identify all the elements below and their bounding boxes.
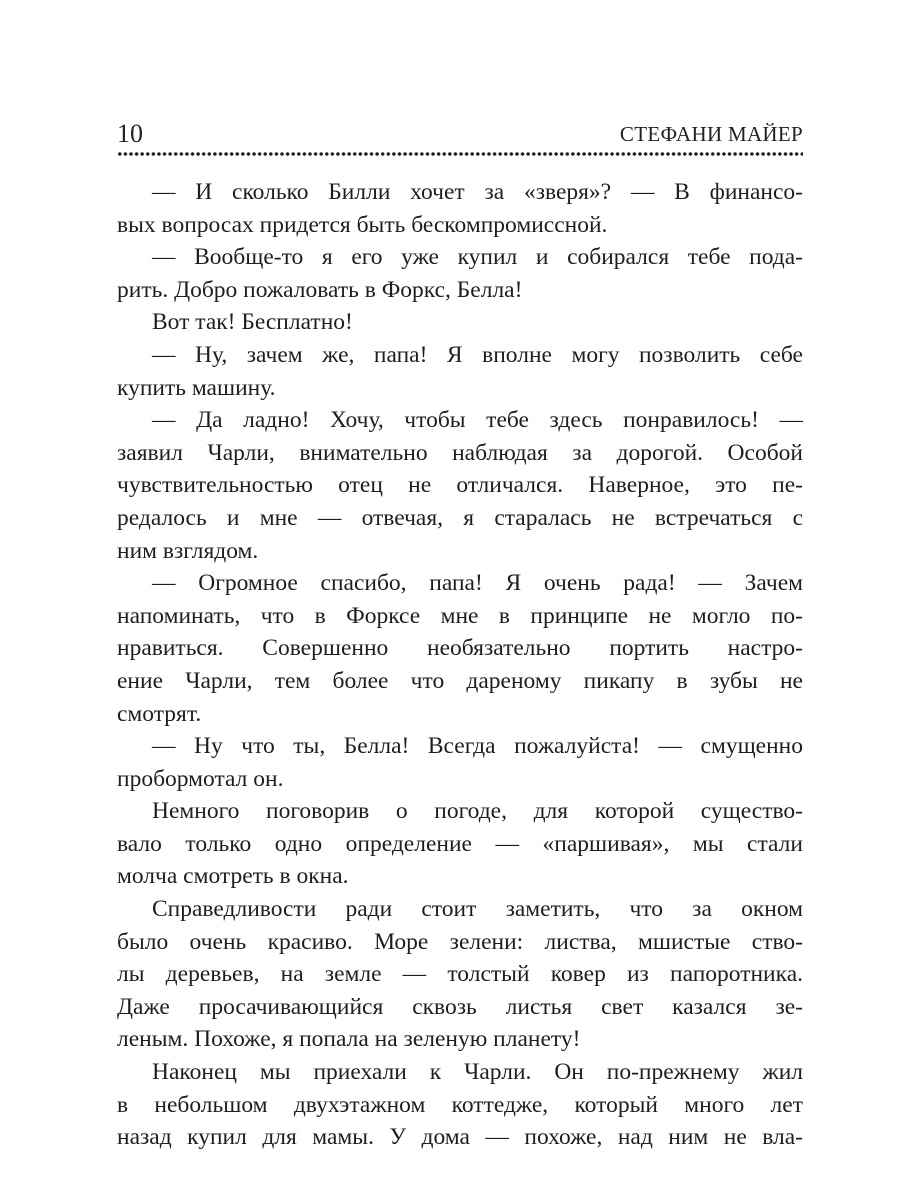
- text-line: смотрят.: [117, 700, 202, 727]
- text-line: — И сколько Билли хочет за «зверя»? — В финансо-: [152, 179, 803, 205]
- text-line: назад купил для мамы. У дома — похоже, над ним не вла-: [117, 1124, 803, 1151]
- text-line: редалось и мне — отвечая, я старалась не встречаться с: [117, 504, 803, 531]
- text-line: чувствительностью отец не отличался. Наверное, это пе-: [117, 472, 803, 499]
- running-head: [117, 118, 803, 150]
- text-line: Немного поговорив о погоде, для которой существо-: [152, 798, 803, 825]
- text-line: леным. Похоже, я попала на зеленую планету!: [117, 1026, 581, 1053]
- text-line: Даже просачивающийся сквозь листья свет казался зе-: [117, 993, 803, 1020]
- page-number: 10: [117, 119, 143, 148]
- text-line: молча смотреть в окна.: [117, 863, 349, 890]
- body-text: [117, 176, 803, 1154]
- text-line: вало только одно определение — «паршивая», мы стали: [117, 830, 803, 857]
- text-line: — Ну, зачем же, папа! Я вполне могу позволить себе: [152, 341, 803, 368]
- text-line: лы деревьев, на земле — толстый ковер из папоротника.: [117, 961, 803, 988]
- text-line: заявил Чарли, внимательно наблюдая за дорогой. Особой: [117, 439, 803, 466]
- text-line: в небольшом двухэтажном коттедже, который много лет: [117, 1091, 803, 1118]
- text-line: Наконец мы приехали к Чарли. Он по-прежнему жил: [152, 1059, 803, 1086]
- text-line: — Вообще-то я его уже купил и собирался тебе пода-: [152, 244, 803, 271]
- dotted-rule-divider: [117, 151, 803, 157]
- text-line: — Ну что ты, Белла! Всегда пожалуйста! — смущенно: [152, 733, 803, 760]
- text-line: — Огромное спасибо, папа! Я очень рада! — Зачем: [152, 570, 803, 597]
- text-line: было очень красиво. Море зелени: листва, мшистые ство-: [117, 928, 803, 955]
- book-author-header: СТЕФАНИ МАЙЕР: [619, 122, 803, 146]
- text-line: напоминать, что в Форксе мне в принципе не могло по-: [117, 602, 803, 629]
- text-line: — Да ладно! Хочу, чтобы тебе здесь понравилось! —: [152, 407, 803, 434]
- text-line: Вот так! Бесплатно!: [152, 309, 353, 336]
- text-line: купить машину.: [117, 374, 276, 401]
- text-line: нравиться. Совершенно необязательно портить настро-: [117, 635, 803, 662]
- text-line: Справедливости ради стоит заметить, что за окном: [152, 896, 803, 923]
- text-line: ним взглядом.: [117, 537, 259, 564]
- text-line: рить. Добро пожаловать в Форкс, Белла!: [117, 276, 523, 303]
- text-line: пробормотал он.: [117, 765, 284, 792]
- text-line: вых вопросах придется быть бескомпромиссной.: [117, 211, 608, 238]
- text-line: ение Чарли, тем более что дареному пикапу в зубы не: [117, 667, 803, 694]
